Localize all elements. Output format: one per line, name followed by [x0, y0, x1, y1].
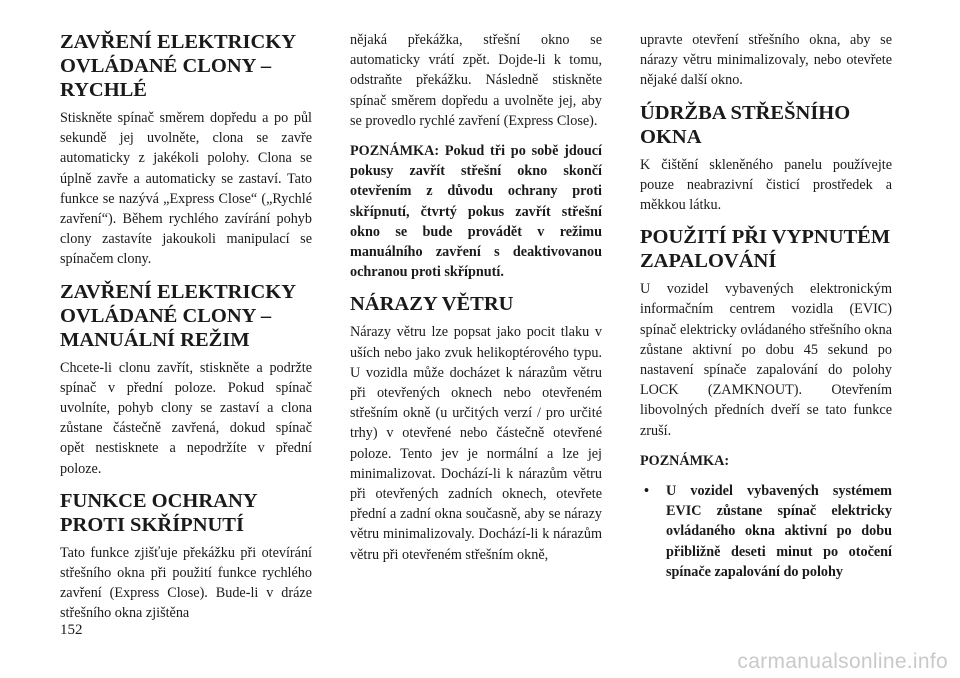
paragraph-express-close: Stiskněte spínač směrem dopředu a po půl sekundě jej uvolněte, clona se zavře automaticky z jakékoli polohy. Clona se úplně zavře a automaticky se zastaví. Tato funkce se nazývá „Express Close“ („Rychlé zavření“). Během rychlého zavírání pohyb clony zastavíte jakoukoli manipulací se spínačem clony. — [60, 110, 312, 268]
bullet-text: U vozidel vybavených systémem EVIC zůstane spínač elektricky ovládaného okna aktivní po dobu přibližně deseti minut po otočení spínače zapalování do polohy — [666, 483, 892, 580]
paragraph-pinch-continued: nějaká překážka, střešní okno se automaticky vrátí zpět. Dojde-li k tomu, odstraňte překážku. Následně stiskněte spínač směrem dopředu a uvolněte jej, aby se provedlo rychlé zavření (Express Close). — [350, 32, 602, 129]
paragraph-manual-mode: Chcete-li clonu zavřít, stiskněte a podržte spínač v přední poloze. Pokud spínač uvolníte, pohyb clony se zastaví a clona zůstane částečně zavřená, dokud spínač opět nestisknete a nepodržíte v přední poloze. — [60, 359, 312, 477]
heading-ignition-off: POUŽITÍ PŘI VYPNUTÉM ZAPALOVÁNÍ — [640, 226, 891, 273]
note-label: POZNÁMKA: — [640, 452, 730, 469]
column-right — [640, 30, 892, 582]
paragraph-pinch-protection: Tato funkce zjišťuje překážku při otevírání střešního okna při použití funkce rychlého zavření (Express Close). Bude-li v dráze střešního okna zjištěna — [60, 544, 312, 622]
heading-pinch-protection: FUNKCE OCHRANY PROTI SKŘÍPNUTÍ — [60, 489, 257, 536]
paragraph-sunroof-maintenance: K čištění skleněného panelu používejte pouze neabrazivní čisticí prostředek a měkkou látku. — [640, 156, 892, 214]
bullet-icon: • — [644, 483, 649, 500]
watermark: carmanualsonline.info — [737, 650, 948, 673]
heading-wind-buffeting: NÁRAZY VĚTRU — [350, 293, 514, 316]
column-left — [60, 30, 312, 634]
list-item — [640, 481, 892, 582]
paragraph-wind-continued: upravte otevření střešního okna, aby se nárazy větru minimalizovaly, nebo otevřete nějaké další okno. — [640, 32, 892, 89]
paragraph-wind-buffeting: Nárazy větru lze popsat jako pocit tlaku v uších nebo jako zvuk helikoptérového typu. U vozidla může docházet k nárazům větru při otevřených oknech nebo otevřeném střešním okně (u určitých verzí / pro určité trhy) v otevřené nebo částečně otevřené poloze. Tento jev je normální a lze jej minimalizovat. Dochází-li k nárazům větru při otevřených zadních oknech, otevřete přední a zadní okna současně, aby se nárazy větru minimalizovaly. Dochází-li k nárazům větru při otevřeném střešním okně, — [350, 324, 602, 563]
heading-manual-mode: ZAVŘENÍ ELEKTRICKY OVLÁDANÉ CLONY – MANUÁLNÍ REŽIM — [60, 280, 296, 351]
heading-express-close: ZAVŘENÍ ELEKTRICKY OVLÁDANÉ CLONY – RYCHLÉ — [60, 31, 296, 101]
page-number: 152 — [60, 622, 83, 638]
note-pinch-attempts: POZNÁMKA: Pokud tři po sobě jdoucí pokusy zavřít střešní okno skončí otevřením z důvodu ochrany proti skřípnutí, čtvrtý pokus zavřít střešní okno se bude provádět v režimu manuálního zavření s deaktivovanou ochranou proti skřípnutí. — [350, 143, 602, 281]
column-middle — [350, 30, 602, 575]
heading-sunroof-maintenance: ÚDRŽBA STŘEŠNÍHO OKNA — [640, 101, 851, 148]
paragraph-ignition-off: U vozidel vybavených elektronickým informačním centrem vozidla (EVIC) spínač elektricky ovládaného střešního okna zůstane aktivní po dobu 45 sekund po nastavení spínače zapalování do polohy LOCK (ZAMKNOUT). Otevřením libovolných předních dveří se tato funkce zruší. — [640, 281, 892, 439]
